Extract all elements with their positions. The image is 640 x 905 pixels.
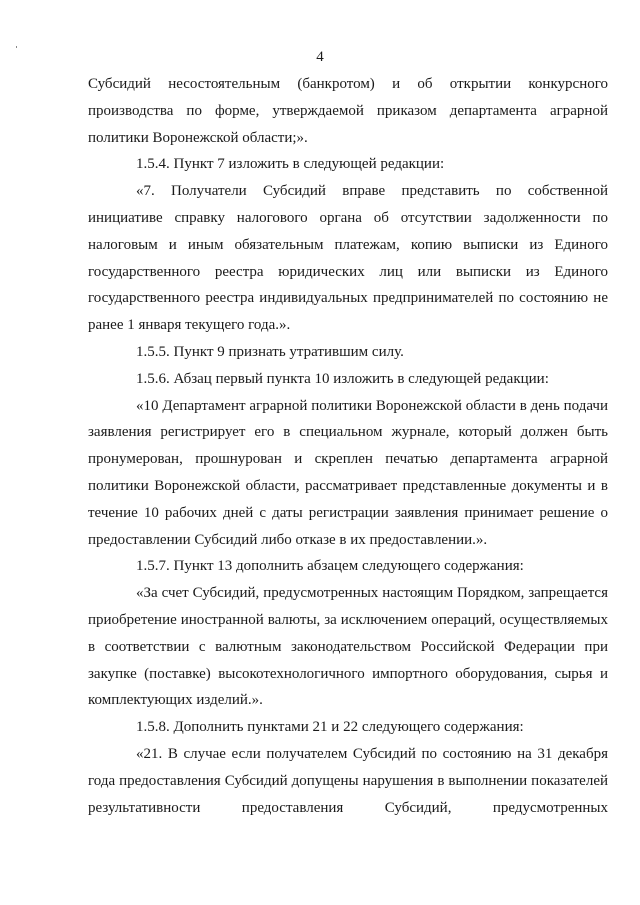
paragraph-8: «За счет Субсидий, предусмотренных настоящим Порядком, запрещается приобретение иностранной валюты, за исключением операций, осуществляемых в соответствии с валютным законодательством Российской Федерации при закупке (поставке) высокотехнологичного импортного оборудования, сырья и комплектующих изделий.». (88, 585, 608, 709)
paragraph-6: «10 Департамент аграрной политики Воронежской области в день подачи заявления регистрирует его в специальном журнале, который должен быть пронумерован, прошнурован и скреплен печатью департамента аграрной политики Воронежской области, рассматривает представленные документы и в течение 10 рабочих дней с даты регистрации заявления принимает решение о предоставлении Субсидий либо отказе в их предоставлении.». (88, 397, 608, 548)
paragraph-7: 1.5.7. Пункт 13 дополнить абзацем следующего содержания: (136, 558, 524, 575)
paragraph-2: 1.5.4. Пункт 7 изложить в следующей редакции: (136, 156, 445, 173)
paragraph-3: «7. Получатели Субсидий вправе представить по собственной инициативе справку налогового органа об отсутствии задолженности по налоговым и иным обязательным платежам, копию выписки из Единого государственного реестра юридических лиц или выписки из Единого государственного реестра индивидуальных предпринимателей по состоянию не ранее 1 января текущего года.». (88, 183, 608, 334)
paragraph-9: 1.5.8. Дополнить пунктами 21 и 22 следующего содержания: (136, 719, 524, 736)
paragraph-4: 1.5.5. Пункт 9 признать утратившим силу. (136, 343, 404, 360)
paragraph-1: Субсидий несостоятельным (банкротом) и об открытии конкурсного производства по форме, утверждаемой приказом департамента аграрной политики Воронежской области;». (88, 76, 608, 146)
paragraph-5: 1.5.6. Абзац первый пункта 10 изложить в следующей редакции: (136, 370, 549, 387)
document-body (88, 71, 608, 821)
paragraph-10: «21. В случае если получателем Субсидий по состоянию на 31 декабря года предоставления Субсидий допущены нарушения в выполнении показателей результативности предоставления Субсидий, предусмотренных (88, 745, 608, 816)
page-number: 4 (316, 49, 324, 65)
